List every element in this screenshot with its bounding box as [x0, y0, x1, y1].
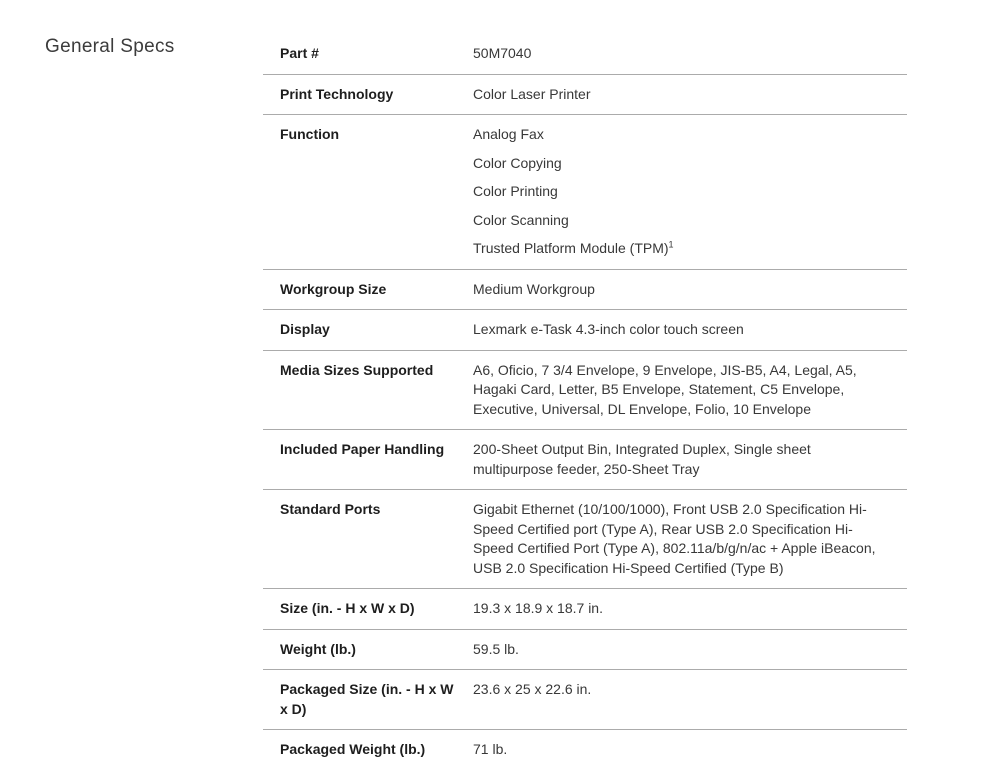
spec-value-group: [473, 740, 907, 760]
spec-row: [263, 430, 907, 490]
spec-value-group: [473, 500, 907, 578]
spec-label: Part #: [280, 45, 319, 61]
spec-row: [263, 730, 907, 770]
spec-label: Included Paper Handling: [280, 441, 445, 457]
spec-value-line: 19.3 x 18.9 x 18.7 in.: [473, 600, 603, 616]
spec-value-group: [473, 640, 907, 660]
footnote-superscript: 1: [668, 239, 674, 250]
spec-row: [263, 351, 907, 431]
spec-value-group: [473, 320, 907, 340]
spec-value-group: [473, 280, 907, 300]
spec-row: [263, 270, 907, 311]
spec-value-group: [473, 44, 907, 64]
spec-row: [263, 490, 907, 589]
spec-value-line: Medium Workgroup: [473, 280, 595, 297]
spec-label: Size (in. - H x W x D): [280, 600, 415, 616]
spec-value-group: [473, 85, 907, 105]
spec-value-line: Trusted Platform Module (TPM)$^1$: [473, 239, 674, 256]
spec-row: [263, 589, 907, 630]
spec-label: Display: [280, 321, 330, 337]
spec-value-line: 50M7040: [473, 45, 532, 61]
spec-value-line: Color Laser Printer: [473, 85, 591, 102]
spec-value-line: Color Scanning: [473, 211, 569, 228]
spec-value-group: [473, 680, 907, 700]
spec-label: Media Sizes Supported: [280, 361, 434, 378]
spec-label: Function: [280, 126, 340, 142]
spec-value-line: Lexmark e-Task 4.3-inch color touch screen: [473, 321, 744, 337]
spec-label: Print Technology: [280, 85, 394, 102]
spec-row: [263, 115, 907, 270]
spec-value-line: 23.6 x 25 x 22.6 in.: [473, 681, 592, 697]
spec-value-line: Color Copying: [473, 154, 562, 171]
spec-label: Workgroup Size: [280, 280, 387, 297]
spec-value-line: 59.5 lb.: [473, 640, 519, 657]
spec-row: [263, 310, 907, 351]
spec-label: Packaged Size (in. - H x W x D): [280, 681, 454, 717]
spec-value-line: Gigabit Ethernet (10/100/1000), Front USB 2.0 Specification Hi-Speed Certified port (Type A), Rear USB 2.0 Specification Hi-Speed Certified Port (Type A), 802.11a/b/g/n/ac + Apple iBeacon, USB 2.0 Specification Hi-Speed Certified (Type B): [473, 501, 876, 576]
spec-value-group: [473, 440, 907, 479]
spec-value-line: 200-Sheet Output Bin, Integrated Duplex, Single sheet multipurpose feeder, 250-Sheet Tray: [473, 441, 811, 477]
spec-value-group: [473, 125, 907, 259]
spec-row: [263, 75, 907, 116]
spec-value-line: Analog Fax: [473, 126, 544, 142]
spec-row: [263, 630, 907, 671]
spec-value-group: [473, 361, 907, 420]
spec-row: [263, 34, 907, 75]
spec-value-line: Color Printing: [473, 183, 558, 199]
spec-label: Standard Ports: [280, 501, 381, 517]
section-title: General Specs: [45, 36, 175, 57]
spec-row: [263, 670, 907, 730]
spec-value-line: A6, Oficio, 7 3/4 Envelope, 9 Envelope, JIS-B5, A4, Legal, A5, Hagaki Card, Letter, B5 Envelope, Statement, C5 Envelope, Executive, Universal, DL Envelope, Folio, 10 Envelope: [473, 361, 857, 417]
specs-table: [263, 34, 907, 770]
spec-value-group: [473, 599, 907, 619]
spec-label: Packaged Weight (lb.): [280, 741, 426, 757]
spec-label: Weight (lb.): [280, 640, 356, 657]
spec-value-line: 71 lb.: [473, 741, 508, 757]
